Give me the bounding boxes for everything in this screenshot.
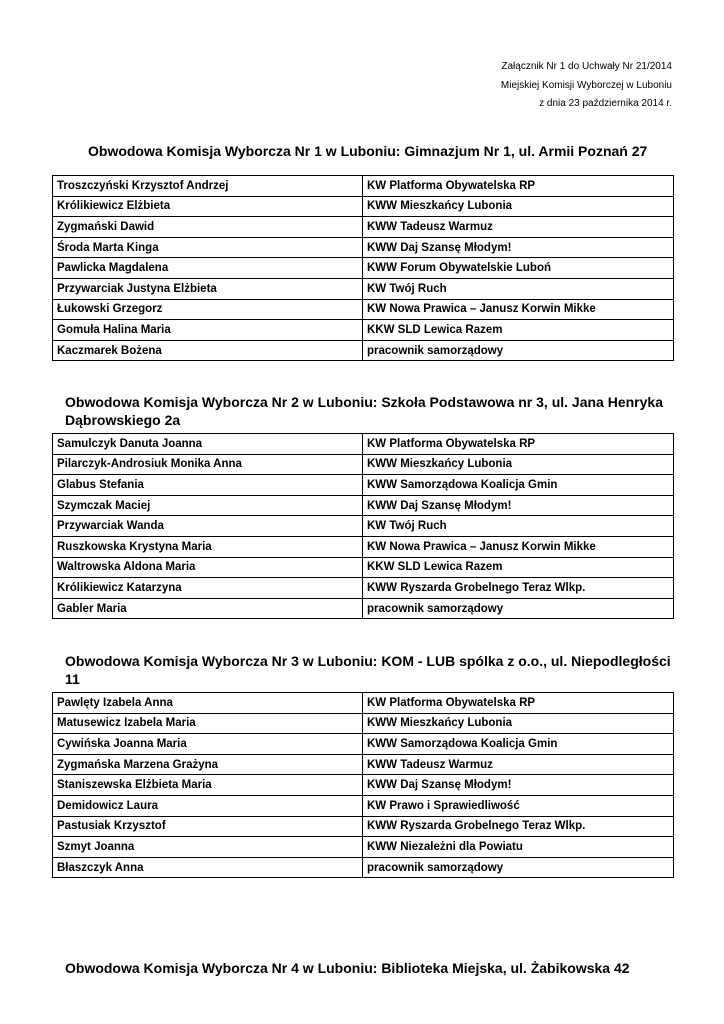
attachment-note — [501, 58, 672, 114]
member-name: Waltrowska Aldona Maria — [53, 557, 363, 578]
member-committee: KWW Tadeusz Warmuz — [363, 217, 674, 238]
table-row — [53, 320, 674, 341]
member-committee: KW Platforma Obywatelska RP — [363, 434, 674, 455]
member-committee: KWW Daj Szansę Młodym! — [363, 237, 674, 258]
table-row — [53, 578, 674, 599]
member-committee: KWW Mieszkańcy Lubonia — [363, 713, 674, 734]
member-name: Królikiewicz Katarzyna — [53, 578, 363, 599]
members-table-commission-2 — [52, 433, 674, 619]
attachment-note-line: Miejskiej Komisji Wyborczej w Luboniu — [500, 79, 672, 91]
table-row — [53, 340, 674, 361]
section-title-commission-3: Obwodowa Komisja Wyborcza Nr 3 w Luboniu: KOM - LUB spólka z o.o., ul. Niepodległości 11 — [65, 653, 671, 687]
member-name: Zygmańska Marzena Grażyna — [53, 754, 363, 775]
member-committee: KKW SLD Lewica Razem — [363, 557, 674, 578]
attachment-note-line: Załącznik Nr 1 do Uchwały Nr 21/2014 — [501, 61, 672, 72]
member-name: Łukowski Grzegorz — [53, 299, 363, 320]
table-row — [53, 475, 674, 496]
table-row — [53, 795, 674, 816]
table-row — [53, 837, 674, 858]
member-committee: KW Nowa Prawica – Janusz Korwin Mikke — [363, 536, 674, 557]
member-committee: KWW Samorządowa Koalicja Gmin — [363, 734, 674, 755]
member-name: Pawlęty Izabela Anna — [53, 693, 363, 714]
table-row — [53, 196, 674, 217]
member-committee: KW Platforma Obywatelska RP — [363, 693, 674, 714]
member-committee: KWW Ryszarda Grobelnego Teraz Wlkp. — [363, 816, 674, 837]
member-committee: KW Twój Ruch — [363, 516, 674, 537]
table-row — [53, 299, 674, 320]
member-committee: pracownik samorządowy — [363, 857, 674, 878]
member-committee: KW Twój Ruch — [363, 278, 674, 299]
member-name: Szmyt Joanna — [53, 837, 363, 858]
table-row — [53, 278, 674, 299]
table-row — [53, 516, 674, 537]
member-committee: KKW SLD Lewica Razem — [363, 320, 674, 341]
member-name: Matusewicz Izabela Maria — [53, 713, 363, 734]
table-row — [53, 754, 674, 775]
member-committee: KWW Tadeusz Warmuz — [363, 754, 674, 775]
member-name: Pastusiak Krzysztof — [53, 816, 363, 837]
table-row — [53, 495, 674, 516]
member-name: Szymczak Maciej — [53, 495, 363, 516]
table-row — [53, 598, 674, 619]
member-committee: KWW Ryszarda Grobelnego Teraz Wlkp. — [363, 578, 674, 599]
members-table-commission-3 — [52, 692, 674, 878]
table-row — [53, 775, 674, 796]
member-name: Pawlicka Magdalena — [53, 258, 363, 279]
table-row — [53, 434, 674, 455]
member-committee: pracownik samorządowy — [363, 340, 674, 361]
member-name: Troszczyński Krzysztof Andrzej — [53, 176, 363, 197]
section-title-commission-1: Obwodowa Komisja Wyborcza Nr 1 w Luboniu: Gimnazjum Nr 1, ul. Armii Poznań 27 — [88, 143, 648, 159]
member-name: Pilarczyk-Androsiuk Monika Anna — [53, 454, 363, 475]
table-row — [53, 237, 674, 258]
member-committee: KW Prawo i Sprawiedliwość — [363, 795, 674, 816]
member-name: Kaczmarek Bożena — [53, 340, 363, 361]
member-committee: KWW Mieszkańcy Lubonia — [363, 454, 674, 475]
members-table-commission-1 — [52, 175, 674, 361]
member-committee: KWW Niezależni dla Powiatu — [363, 837, 674, 858]
member-name: Ruszkowska Krystyna Maria — [53, 536, 363, 557]
member-committee: KW Nowa Prawica – Janusz Korwin Mikke — [363, 299, 674, 320]
member-committee: pracownik samorządowy — [363, 598, 674, 619]
member-committee: KWW Daj Szansę Młodym! — [363, 495, 674, 516]
table-row — [53, 734, 674, 755]
member-name: Demidowicz Laura — [53, 795, 363, 816]
member-name: Gomuła Halina Maria — [53, 320, 363, 341]
member-committee: KWW Forum Obywatelskie Luboń — [363, 258, 674, 279]
table-row — [53, 536, 674, 557]
member-name: Środa Marta Kinga — [53, 237, 363, 258]
member-name: Przywarciak Wanda — [53, 516, 363, 537]
member-name: Błaszczyk Anna — [53, 857, 363, 878]
member-committee: KWW Samorządowa Koalicja Gmin — [363, 475, 674, 496]
table-row — [53, 816, 674, 837]
member-name: Przywarciak Justyna Elżbieta — [53, 278, 363, 299]
table-row — [53, 176, 674, 197]
table-row — [53, 258, 674, 279]
member-name: Zygmański Dawid — [53, 217, 363, 238]
table-row — [53, 557, 674, 578]
attachment-note-line: z dnia 23 października 2014 r. — [539, 98, 672, 109]
member-name: Cywińska Joanna Maria — [53, 734, 363, 755]
member-committee: KWW Daj Szansę Młodym! — [363, 775, 674, 796]
member-name: Gabler Maria — [53, 598, 363, 619]
table-row — [53, 693, 674, 714]
table-row — [53, 217, 674, 238]
table-row — [53, 454, 674, 475]
member-committee: KWW Mieszkańcy Lubonia — [363, 196, 674, 217]
member-name: Glabus Stefania — [53, 475, 363, 496]
section-title-commission-4: Obwodowa Komisja Wyborcza Nr 4 w Luboniu: Biblioteka Miejska, ul. Żabikowska 42 — [65, 960, 630, 976]
section-title-commission-2: Obwodowa Komisja Wyborcza Nr 2 w Luboniu: Szkoła Podstawowa nr 3, ul. Jana Henryka Dąbrowskiego 2a — [65, 394, 663, 428]
member-committee: KW Platforma Obywatelska RP — [363, 176, 674, 197]
table-row — [53, 857, 674, 878]
member-name: Samulczyk Danuta Joanna — [53, 434, 363, 455]
table-row — [53, 713, 674, 734]
member-name: Królikiewicz Elżbieta — [53, 196, 363, 217]
member-name: Staniszewska Elżbieta Maria — [53, 775, 363, 796]
